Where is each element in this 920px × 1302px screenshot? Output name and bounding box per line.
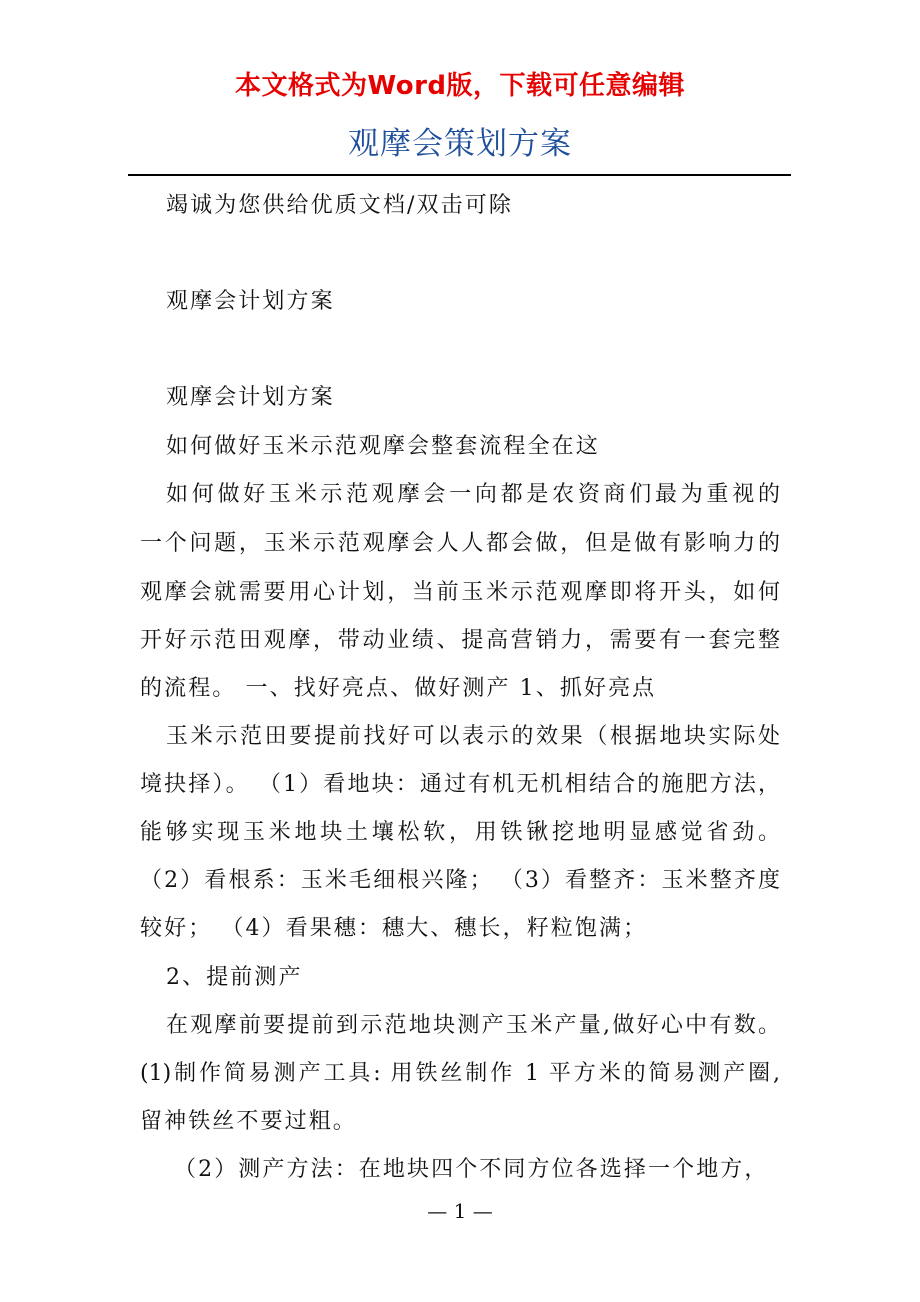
body-line: （2）看根系：玉米毛细根兴隆； （3）看整齐：玉米整齐度 (140, 868, 780, 893)
page-number: — 1 — (427, 1199, 493, 1223)
body-line: 观摩会就需要用心计划，当前玉米示范观摩即将开头，如何 (140, 580, 780, 605)
section-heading: 观摩会计划方案 (166, 289, 335, 314)
title-divider (128, 174, 791, 176)
body-line: 的流程。 一、找好亮点、做好测产 1、抓好亮点 (140, 676, 657, 701)
body-line: 开好示范田观摩，带动业绩、提高营销力，需要有一套完整 (140, 628, 780, 653)
body-line: (1)制作简易测产工具: 用铁丝制作 1 平方米的简易测产圈, (140, 1061, 780, 1086)
body-line: 留神铁丝不要过粗。 (140, 1109, 357, 1134)
subsection-heading: 2、提前测产 (166, 965, 303, 990)
body-line: 较好； （4）看果穗：穗大、穗长，籽粒饱满； (140, 916, 648, 941)
body-line: （2）测产方法：在地块四个不同方位各选择一个地方， (174, 1157, 769, 1182)
intro-line: 竭诚为您供给优质文档/双击可除 (166, 193, 513, 218)
body-line: 在观摩前要提前到示范地块测产玉米产量,做好心中有数。 (166, 1013, 780, 1038)
download-banner: 本文格式为Word版，下载可任意编辑 (234, 71, 686, 101)
body-line: 能够实现玉米地块土壤松软，用铁锹挖地明显感觉省劲。 (140, 820, 780, 845)
document-title: 观摩会策划方案 (348, 126, 572, 162)
body-line: 如何做好玉米示范观摩会一向都是农资商们最为重视的 (166, 482, 780, 507)
body-line: 一个问题，玉米示范观摩会人人都会做，但是做有影响力的 (140, 531, 780, 556)
body-line: 境抉择）。 （1）看地块：通过有机无机相结合的施肥方法， (140, 772, 780, 797)
body-line: 玉米示范田要提前找好可以表示的效果（根据地块实际处 (166, 724, 780, 749)
subtitle-line: 如何做好玉米示范观摩会整套流程全在这 (166, 434, 600, 459)
section-heading: 观摩会计划方案 (166, 385, 335, 410)
